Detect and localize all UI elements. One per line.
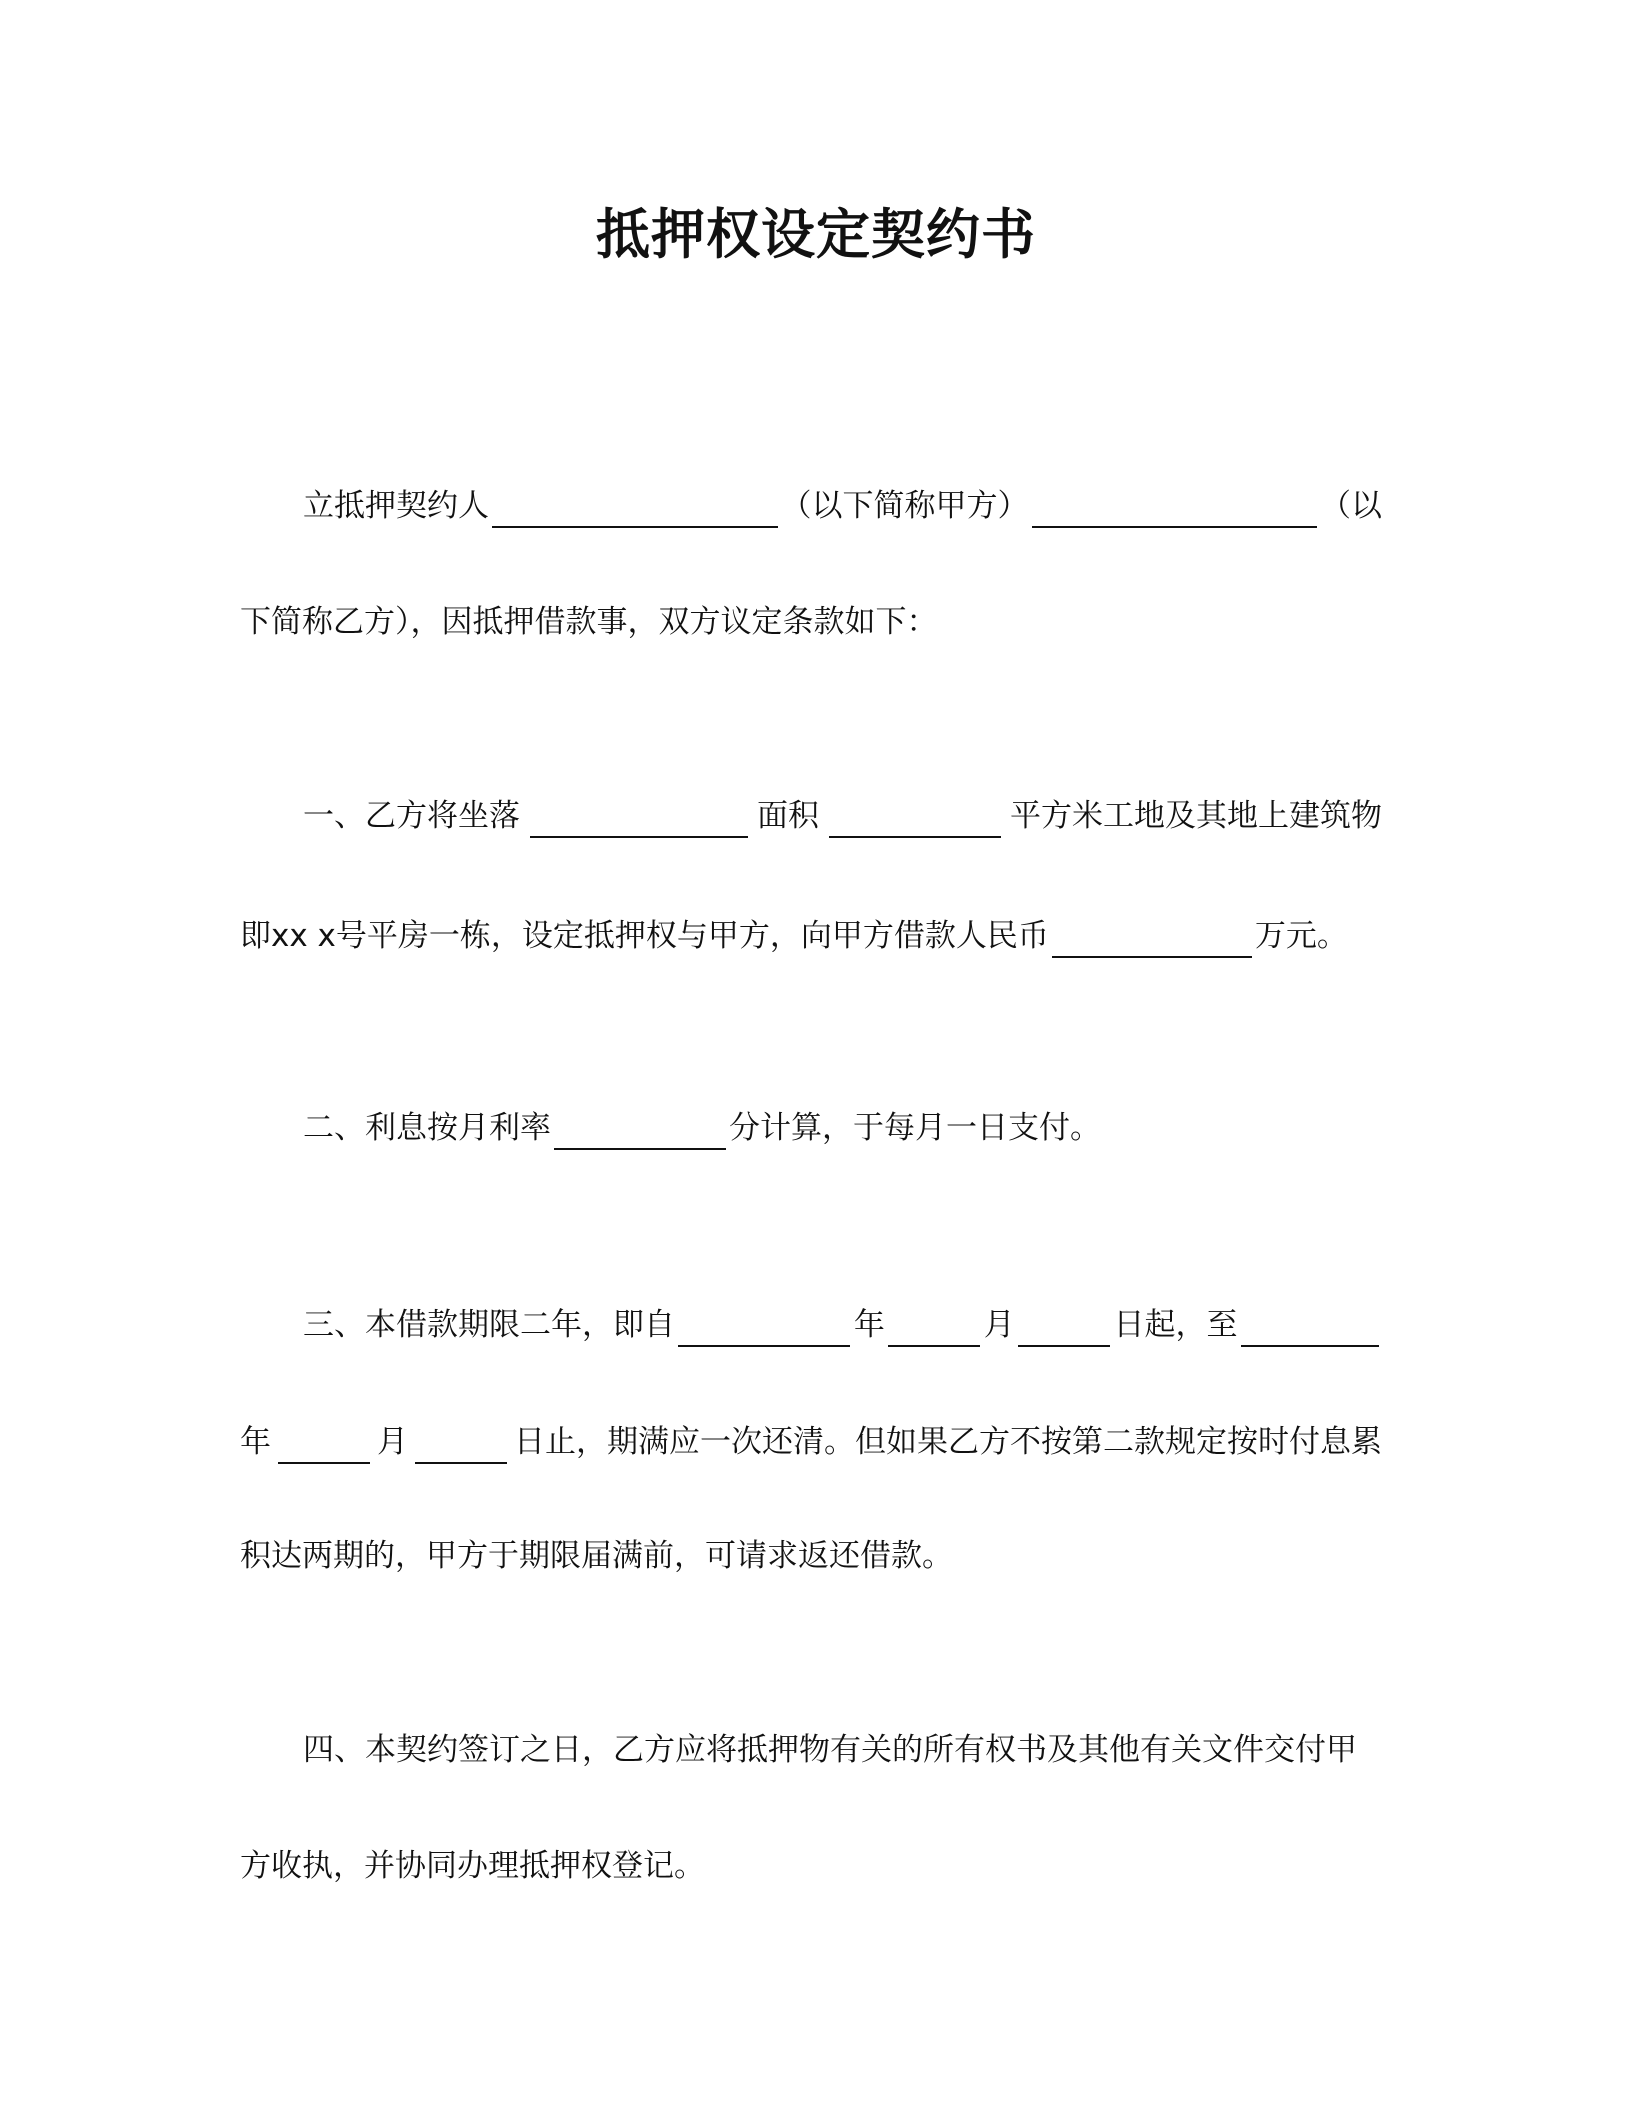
loan-amount-blank[interactable] (1052, 922, 1252, 958)
clause1-text-2: 面积 (757, 798, 819, 834)
preamble-text-3: （以 (1320, 488, 1382, 524)
clause1-text-4: 即xx x号平房一栋，设定抵押权与甲方，向甲方借款人民币 (240, 918, 1049, 954)
clause2-line-1 (303, 1106, 1101, 1150)
clause3-line-3 (240, 1534, 953, 1578)
clause3-text-5: 年 (240, 1424, 271, 1460)
clause3-text-6: 月 (377, 1424, 408, 1460)
clause4-text-2: 方收执，并协同办理抵押权登记。 (240, 1848, 705, 1884)
clause1-text-1: 一、乙方将坐落 (303, 798, 520, 834)
preamble-line-2 (240, 600, 938, 644)
end-day-blank[interactable] (415, 1428, 507, 1464)
start-month-blank[interactable] (888, 1311, 980, 1347)
area-blank[interactable] (829, 802, 1001, 838)
start-year-blank[interactable] (678, 1311, 850, 1347)
clause4-line-1 (303, 1728, 1357, 1772)
clause2-text-1: 二、利息按月利率 (303, 1110, 551, 1146)
clause2-text-2: 分计算，于每月一日支付。 (729, 1110, 1101, 1146)
party-b-blank[interactable] (1032, 492, 1318, 528)
clause1-text-5: 万元。 (1254, 918, 1348, 954)
document-title: 抵押权设定契约书 (596, 203, 1036, 266)
clause3-text-3: 月 (983, 1307, 1015, 1343)
clause3-text-7: 日止，期满应一次还清。但如果乙方不按第二款规定按时付息累 (514, 1424, 1382, 1460)
location-blank[interactable] (530, 802, 748, 838)
preamble-text-2: （以下简称甲方） (780, 488, 1029, 524)
interest-rate-blank[interactable] (554, 1114, 726, 1150)
clause1-line-1 (303, 794, 1382, 838)
clause4-line-2 (240, 1844, 705, 1888)
end-month-blank[interactable] (278, 1428, 370, 1464)
start-day-blank[interactable] (1018, 1311, 1110, 1347)
preamble-text-1: 立抵押契约人 (303, 488, 489, 524)
clause3-text-1: 三、本借款期限二年，即自 (303, 1307, 675, 1343)
clause4-text-1: 四、本契约签订之日，乙方应将抵押物有关的所有权书及其他有关文件交付甲 (303, 1732, 1357, 1768)
preamble-line-1 (303, 484, 1382, 528)
clause3-line-2 (240, 1420, 1382, 1464)
preamble-text-4: 下简称乙方），因抵押借款事，双方议定条款如下： (240, 604, 938, 640)
clause3-text-2: 年 (853, 1307, 885, 1343)
clause1-line-2 (240, 914, 1348, 958)
end-year-blank[interactable] (1241, 1311, 1379, 1347)
clause1-text-3: 平方米工地及其地上建筑物 (1010, 798, 1382, 834)
clause3-text-4: 日起，至 (1113, 1307, 1238, 1343)
party-a-blank[interactable] (492, 492, 778, 528)
clause3-text-8: 积达两期的，甲方于期限届满前，可请求返还借款。 (240, 1538, 953, 1574)
clause3-line-1 (303, 1303, 1382, 1347)
